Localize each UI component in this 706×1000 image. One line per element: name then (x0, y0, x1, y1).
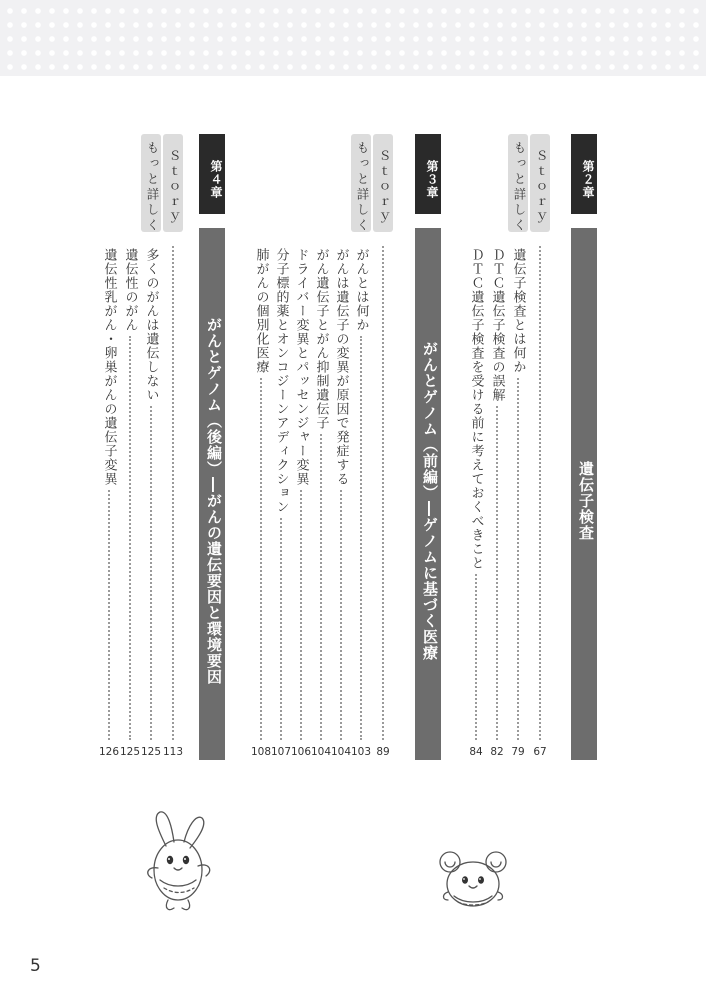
toc-entry[interactable] (509, 248, 527, 746)
chapter-3-number: 第３章 (415, 134, 441, 214)
entry-title: 分子標的薬とオンコジーンアディクション (273, 248, 289, 514)
page-ref: 67 (533, 746, 547, 758)
mascot-mouse-illustration (436, 848, 510, 912)
page-ref: 126 (98, 746, 120, 758)
leader-dots (150, 406, 152, 740)
entry-title: がん遺伝子とがん抑制遺伝子 (313, 248, 329, 430)
toc-entry[interactable] (252, 248, 270, 746)
toc-entry[interactable] (100, 248, 118, 746)
leader-dots (320, 434, 322, 740)
page-ref: 125 (119, 746, 141, 758)
entry-title: がんとは何か (353, 248, 369, 332)
toc-entry[interactable] (467, 248, 485, 746)
chapter-4-title: がんとゲノム（後編）―がんの遺伝要因と環境要因 (199, 228, 225, 760)
page-ref: 104 (310, 746, 332, 758)
entry-title: 多くのがんは遺伝しない (143, 248, 159, 402)
page-ref: 113 (162, 746, 184, 758)
chapter-2-number: 第２章 (571, 134, 597, 214)
dotted-header-band (0, 0, 706, 76)
entry-title: 遺伝子検査とは何か (510, 248, 526, 374)
chapter-3-detail-tag: もっと詳しく (351, 134, 371, 232)
entry-title: 肺がんの個別化医療 (253, 248, 269, 374)
toc-entry[interactable] (352, 248, 370, 746)
page-ref: 82 (490, 746, 504, 758)
page-ref: 89 (376, 746, 390, 758)
leader-dots (382, 246, 384, 740)
leader-dots (260, 378, 262, 740)
page-number: 5 (30, 956, 41, 976)
page-ref: 104 (330, 746, 352, 758)
leader-dots (172, 246, 174, 740)
page-ref: 79 (511, 746, 525, 758)
toc-entry[interactable] (332, 248, 350, 746)
chapter-2-title: 遺伝子検査 (571, 228, 597, 760)
chapter-4-detail-tag: もっと詳しく (141, 134, 161, 232)
leader-dots (129, 336, 131, 740)
chapter-2-story-tag: Ｓｔｏｒｙ (530, 134, 550, 232)
page-ref: 108 (250, 746, 272, 758)
toc-entry[interactable] (272, 248, 290, 746)
page-ref: 125 (140, 746, 162, 758)
leader-dots (340, 490, 342, 740)
entry-title: ＤＴＣ遺伝子検査を受ける前に考えておくべきこと (468, 248, 484, 570)
leader-dots (517, 378, 519, 740)
leader-dots (360, 336, 362, 740)
page-ref: 106 (290, 746, 312, 758)
page-ref: 103 (350, 746, 372, 758)
toc-entry[interactable] (292, 248, 310, 746)
entry-title: ＤＴＣ遺伝子検査の誤解 (489, 248, 505, 402)
leader-dots (475, 574, 477, 740)
chapter-4-number: 第４章 (199, 134, 225, 214)
chapter-3-title: がんとゲノム（前編）―ゲノムに基づく医療 (415, 228, 441, 760)
toc-entry[interactable] (488, 248, 506, 746)
page-ref: 84 (469, 746, 483, 758)
toc-entry[interactable] (121, 248, 139, 746)
chapter-3-story-tag: Ｓｔｏｒｙ (373, 134, 393, 232)
entry-title: 遺伝性乳がん・卵巣がんの遺伝子変異 (101, 248, 117, 486)
toc-entry[interactable] (142, 248, 160, 746)
chapter-2-detail-tag: もっと詳しく (508, 134, 528, 232)
toc-entry[interactable] (531, 238, 549, 746)
toc-entry[interactable] (374, 238, 392, 746)
entry-title: ドライバー変異とパッセンジャー変異 (293, 248, 309, 486)
leader-dots (539, 246, 541, 740)
leader-dots (108, 490, 110, 740)
entry-title: がんは遺伝子の変異が原因で発症する (333, 248, 349, 486)
leader-dots (496, 406, 498, 740)
chapter-4-story-tag: Ｓｔｏｒｙ (163, 134, 183, 232)
entry-title: 遺伝性のがん (122, 248, 138, 332)
mascot-rabbit-illustration (138, 808, 218, 918)
toc-entry[interactable] (312, 248, 330, 746)
leader-dots (300, 490, 302, 740)
toc-entry[interactable] (164, 238, 182, 746)
leader-dots (280, 518, 282, 740)
page-ref: 107 (270, 746, 292, 758)
